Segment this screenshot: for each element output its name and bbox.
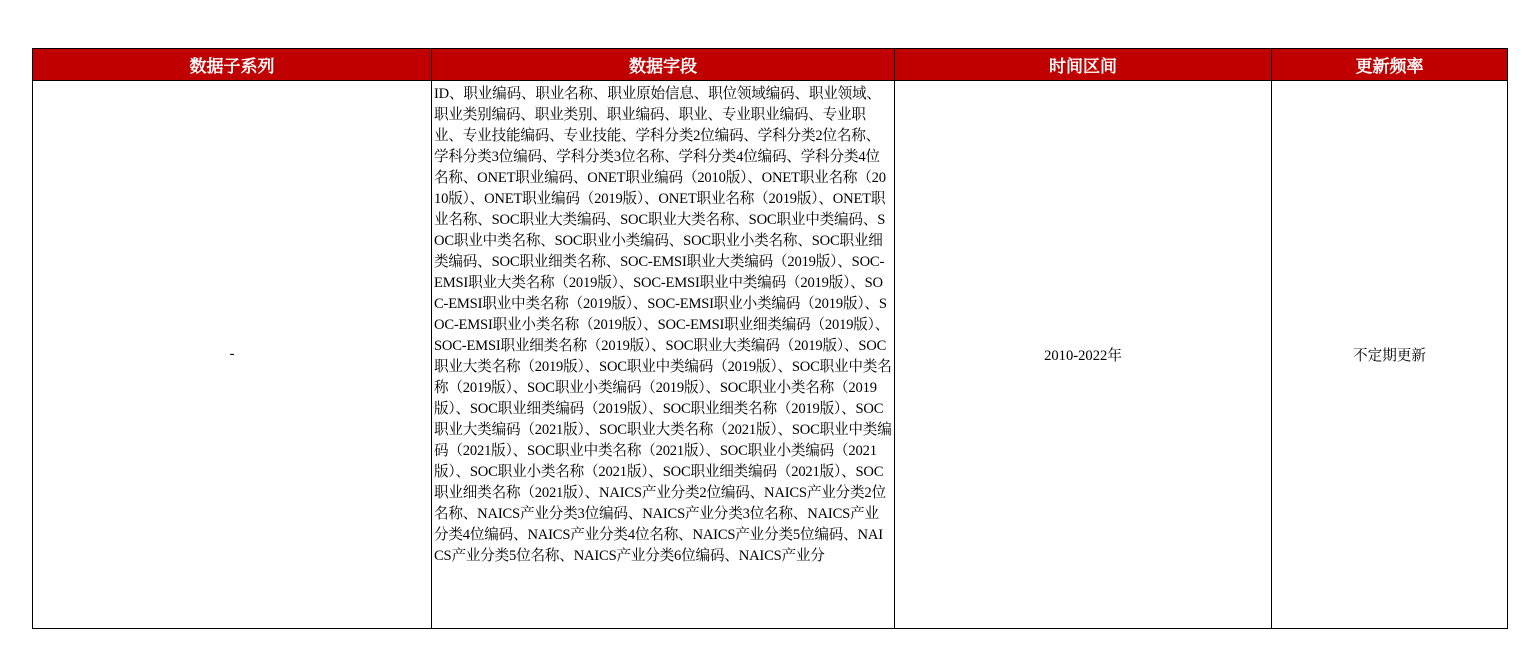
- header-update-frequency: 更新频率: [1272, 49, 1508, 81]
- table-row: [33, 81, 1508, 629]
- cell-time-range: 2010-2022年: [895, 81, 1272, 629]
- cell-update-frequency: 不定期更新: [1272, 81, 1508, 629]
- fields-text: ID、职业编码、职业名称、职业原始信息、职位领域编码、职业领域、职业类别编码、职业类别、职业编码、职业、专业职业编码、专业职业、专业技能编码、专业技能、学科分类2位编码、学科分类2位名称、学科分类3位编码、学科分类3位名称、学科分类4位编码、学科分类4位名称、ONET职业编码、ONET职业编码（2010版）、ONET职业名称（2010版）、ONET职业编码（2019版）、ONET职业名称（2019版）、ONET职业名称、SOC职业大类编码、SOC职业大类名称、SOC职业中类编码、SOC职业中类名称、SOC职业小类编码、SOC职业小类名称、SOC职业细类编码、SOC职业细类名称、SOC-EMSI职业大类编码（2019版）、SOC-EMSI职业大类名称（2019版）、SOC-EMSI职业中类编码（2019版）、SOC-EMSI职业中类名称（2019版）、SOC-EMSI职业小类编码（2019版）、SOC-EMSI职业小类名称（2019版）、SOC-EMSI职业细类编码（2019版）、SOC-EMSI职业细类名称（2019版）、SOC职业大类编码（2019版）、SOC职业大类名称（2019版）、SOC职业中类编码（2019版）、SOC职业中类名称（2019版）、SOC职业小类编码（2019版）、SOC职业小类名称（2019版）、SOC职业细类编码（2019版）、SOC职业细类名称（2019版）、SOC职业大类编码（2021版）、SOC职业大类名称（2021版）、SOC职业中类编码（2021版）、SOC职业中类名称（2021版）、SOC职业小类编码（2021版）、SOC职业小类名称（2021版）、SOC职业细类编码（2021版）、SOC职业细类名称（2021版）、NAICS产业分类2位编码、NAICS产业分类2位名称、NAICS产业分类3位编码、NAICS产业分类3位名称、NAICS产业分类4位编码、NAICS产业分类4位名称、NAICS产业分类5位编码、NAICS产业分类5位名称、NAICS产业分类6位编码、NAICS产业分: [434, 86, 892, 564]
- header-time-range: 时间区间: [895, 49, 1272, 81]
- header-fields: 数据字段: [432, 49, 895, 81]
- header-row: [33, 49, 1508, 81]
- cell-fields: [432, 81, 895, 629]
- data-table: [32, 48, 1508, 629]
- header-sub-series: 数据子系列: [33, 49, 432, 81]
- cell-sub-series: -: [33, 81, 432, 629]
